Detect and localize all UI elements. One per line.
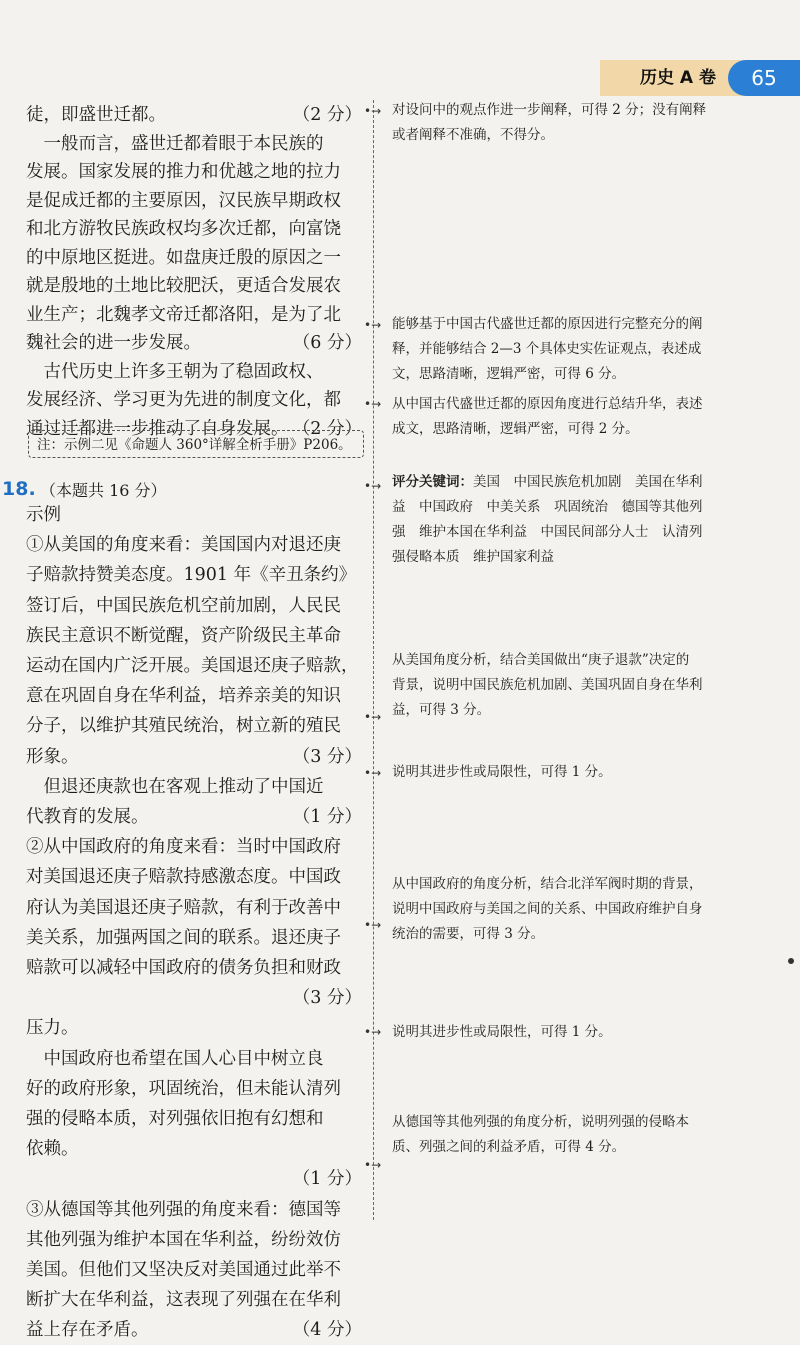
answer-line: [26, 560, 370, 590]
answer-line: [26, 621, 370, 651]
answer-line: [26, 832, 370, 862]
comment-line: [392, 470, 762, 495]
comment-line: [392, 872, 762, 897]
answer-line-text: 是促成迁都的主要原因，汉民族早期政权: [26, 190, 341, 211]
answer-line: [26, 1134, 370, 1164]
answer-line-text: 运动在国内广泛开展。美国退还庚子赔款，: [26, 656, 359, 676]
comment-text: 或者阐释不准确，不得分。: [392, 127, 554, 143]
comment-line: [392, 1135, 762, 1160]
answer-line: [26, 1285, 370, 1315]
answer-line-text: 美关系，加强两国之间的联系。退还庚子: [26, 927, 341, 948]
scoring-comment: [392, 312, 762, 387]
answer-line: [26, 1315, 370, 1345]
answer-line: [26, 385, 370, 415]
question-number: 18.: [2, 478, 36, 500]
comment-text: 从中国古代盛世迁都的原因角度进行总结升华，表述: [392, 396, 703, 412]
answer-line-text: ①从美国的角度来看：美国国内对退还庚: [26, 535, 341, 556]
page-number: 65: [728, 60, 800, 96]
scoring-comment: [392, 872, 762, 947]
answer-line: [26, 186, 370, 216]
answer-line: [26, 214, 370, 244]
answer-line-text: 分子，以维护其殖民统治，树立新的殖民: [26, 716, 341, 737]
comment-text: 能够基于中国古代盛世迁都的原因进行完整充分的阐: [392, 316, 703, 332]
comment-text: 说明其进步性或局限性，可得 1 分。: [392, 764, 612, 780]
answer-line-text: 魏社会的进一步发展。: [26, 333, 201, 353]
scoring-comment: [392, 1110, 762, 1160]
comment-line: [392, 362, 762, 387]
header-title: 历史 A 卷: [640, 68, 716, 88]
pointer-arrow-icon: •→: [364, 1158, 382, 1172]
comment-text: 说明中国政府与美国之间的关系、中国政府维护自身: [392, 901, 703, 917]
answer-line-text: 就是殷地的土地比较肥沃，更适合发展农: [26, 276, 341, 296]
column-divider: [373, 100, 374, 1220]
scoring-comment: [392, 648, 762, 723]
score-label: （3 分）: [292, 988, 362, 1009]
answer-line-text: 古代历史上许多王朝为了稳固政权、: [26, 361, 324, 382]
score-label: （3 分）: [292, 746, 362, 767]
pointer-arrow-icon: •→: [364, 1025, 382, 1039]
comment-line: [392, 123, 762, 148]
comment-line: [392, 897, 762, 922]
comment-line: [392, 922, 762, 947]
answer-line: [26, 651, 370, 681]
pointer-arrow-icon: •→: [364, 104, 382, 118]
scoring-comment: [392, 470, 762, 570]
answer-line-text: 徒，即盛世迁都。: [26, 105, 166, 125]
answer-line: [26, 1013, 370, 1043]
score-label: （2 分）: [292, 105, 362, 125]
score-label: （4 分）: [292, 1320, 362, 1341]
answer-line: [26, 711, 370, 741]
answer-line: [26, 862, 370, 892]
answer-line: [26, 1074, 370, 1104]
keyword-label: 评分关键词：: [392, 474, 473, 490]
comment-line: [392, 1020, 762, 1045]
answer-line: [26, 530, 370, 560]
score-label: （6 分）: [292, 333, 362, 353]
comment-text: 文，思路清晰，逻辑严密，可得 6 分。: [392, 366, 626, 382]
comment-line: [392, 417, 762, 442]
answer-line: [26, 893, 370, 923]
comment-text: 释，并能够结合 2—3 个具体史实佐证观点，表述成: [392, 341, 702, 357]
answer-line-text: ②从中国政府的角度来看：当时中国政府: [26, 837, 341, 858]
answer-line-text: 好的政府形象，巩固统治，但未能认清列: [26, 1078, 341, 1099]
answer-line: [26, 100, 370, 130]
answer-line-text: 压力。: [26, 1018, 79, 1039]
answer-line: [26, 328, 370, 358]
answer-line-text: 府认为美国退还庚子赔款，有利于改善中: [26, 897, 341, 918]
answer-line: [26, 681, 370, 711]
comment-text: 强侵略本质 维护国家利益: [392, 549, 554, 565]
scoring-comment: [392, 98, 762, 148]
answer-line-text: 子赔款持赞美态度。1901 年《辛丑条约》: [26, 565, 357, 586]
pointer-arrow-icon: •→: [364, 766, 382, 780]
margin-dot: [788, 958, 794, 964]
comment-line: [392, 495, 762, 520]
comment-text: 强 维护本国在华利益 中国民间部分人士 认清列: [392, 524, 703, 540]
answer-line-text: 示例: [26, 505, 61, 525]
comment-line: [392, 337, 762, 362]
comment-line: [392, 673, 762, 698]
comment-text: 从美国角度分析，结合美国做出“庚子退款”决定的: [392, 652, 690, 668]
answer-line: [26, 1225, 370, 1255]
answer-line-text: 但退还庚款也在客观上推动了中国近: [26, 776, 324, 797]
answer-line: [26, 157, 370, 187]
answer-line: [26, 300, 370, 330]
answer-line-text: 业生产；北魏孝文帝迁都洛阳，是为了北: [26, 304, 341, 325]
answer-line: [26, 772, 370, 802]
score-label: （2 分）: [292, 418, 362, 439]
answer-line: [26, 591, 370, 621]
comment-line: [392, 98, 762, 123]
answer-line: [26, 923, 370, 953]
comment-text: 背景，说明中国民族危机加剧、美国巩固自身在华利: [392, 677, 703, 693]
comment-text: 从中国政府的角度分析，结合北洋军阀时期的背景，: [392, 876, 703, 892]
answer-line-text: 赔款可以减轻中国政府的债务负担和财政: [26, 958, 341, 978]
scoring-comment: [392, 760, 762, 785]
comment-text: 益，可得 3 分。: [392, 702, 491, 718]
comment-line: [392, 392, 762, 417]
answer-line-text: 强的侵略本质，对列强依旧抱有幻想和: [26, 1109, 324, 1129]
answer-line-text: 对美国退还庚子赔款持感激态度。中国政: [26, 867, 341, 888]
comment-line: [392, 545, 762, 570]
answer-line-text: 代教育的发展。: [26, 807, 149, 827]
note-box: 注：示例二见《命题人 360°详解全析手册》P206。: [28, 430, 364, 458]
answer-line: [26, 271, 370, 301]
answer-line-text: 意在巩固自身在华利益，培养亲美的知识: [26, 686, 341, 707]
pointer-arrow-icon: •→: [364, 397, 382, 411]
answer-line-text: 美国。但他们又坚决反对美国通过此举不: [26, 1260, 341, 1280]
comment-text: 对设问中的观点作进一步阐释，可得 2 分；没有阐释: [392, 102, 707, 118]
answer-line: [26, 500, 370, 530]
comment-text: 统治的需要，可得 3 分。: [392, 926, 545, 942]
answer-line: [26, 802, 370, 832]
answer-line-text: ③从德国等其他列强的角度来看：德国等: [26, 1199, 341, 1220]
answer-line: [26, 243, 370, 273]
answer-line-text: 益上存在矛盾。: [26, 1320, 149, 1341]
answer-line: [26, 129, 370, 159]
pointer-arrow-icon: •→: [364, 479, 382, 493]
comment-line: [392, 760, 762, 785]
answer-line: [26, 357, 370, 387]
pointer-arrow-icon: •→: [364, 318, 382, 332]
comment-text: 说明其进步性或局限性，可得 1 分。: [392, 1024, 612, 1040]
answer-line-text: 依赖。: [26, 1139, 79, 1160]
comment-line: [392, 648, 762, 673]
score-label: （1 分）: [292, 1169, 362, 1190]
answer-line-text: 的中原地区挺进。如盘庚迁殷的原因之一: [26, 247, 341, 268]
pointer-arrow-icon: •→: [364, 710, 382, 724]
answer-line-text: 断扩大在华利益，这表现了列强在在华利: [26, 1290, 341, 1311]
comment-line: [392, 698, 762, 723]
score-label: （1 分）: [292, 807, 362, 827]
scoring-comment: [392, 392, 762, 442]
comment-line: [392, 312, 762, 337]
comment-line: [392, 1110, 762, 1135]
comment-text: 成文，思路清晰，逻辑严密，可得 2 分。: [392, 421, 639, 437]
answer-line-text: 其他列强为维护本国在华利益，纷纷效仿: [26, 1229, 341, 1250]
answer-line: [26, 1255, 370, 1285]
answer-line-text: 族民主意识不断觉醒，资产阶级民主革命: [26, 625, 341, 646]
answer-line-text: 和北方游牧民族政权均多次迁都，向富饶: [26, 219, 341, 239]
scoring-comment: [392, 1020, 762, 1045]
comment-text: 美国 中国民族危机加剧 美国在华利: [473, 474, 703, 490]
answer-line-text: 通过迁都进一步推动了自身发展。: [26, 418, 289, 439]
comment-text: 从德国等其他列强的角度分析，说明列强的侵略本: [392, 1114, 689, 1130]
answer-line: [26, 953, 370, 983]
answer-line-text: 发展经济、学习更为先进的制度文化，都: [26, 390, 341, 410]
comment-text: 益 中国政府 中美关系 巩固统治 德国等其他列: [392, 499, 703, 515]
comment-text: 质、列强之间的利益矛盾，可得 4 分。: [392, 1139, 626, 1155]
question-info: （本题共 16 分）: [40, 481, 167, 500]
answer-line: [26, 1044, 370, 1074]
answer-line-text: 发展。国家发展的推力和优越之地的拉力: [26, 162, 341, 182]
answer-line-text: 中国政府也希望在国人心目中树立良: [26, 1048, 324, 1069]
pointer-arrow-icon: •→: [364, 918, 382, 932]
answer-line: [26, 1104, 370, 1134]
answer-line: [26, 742, 370, 772]
answer-line-text: 签订后，中国民族危机空前加剧，人民民: [26, 595, 341, 616]
comment-line: [392, 520, 762, 545]
answer-line: [26, 1195, 370, 1225]
answer-line-text: 一般而言，盛世迁都着眼于本民族的: [26, 133, 324, 154]
answer-line-text: 形象。: [26, 746, 79, 767]
